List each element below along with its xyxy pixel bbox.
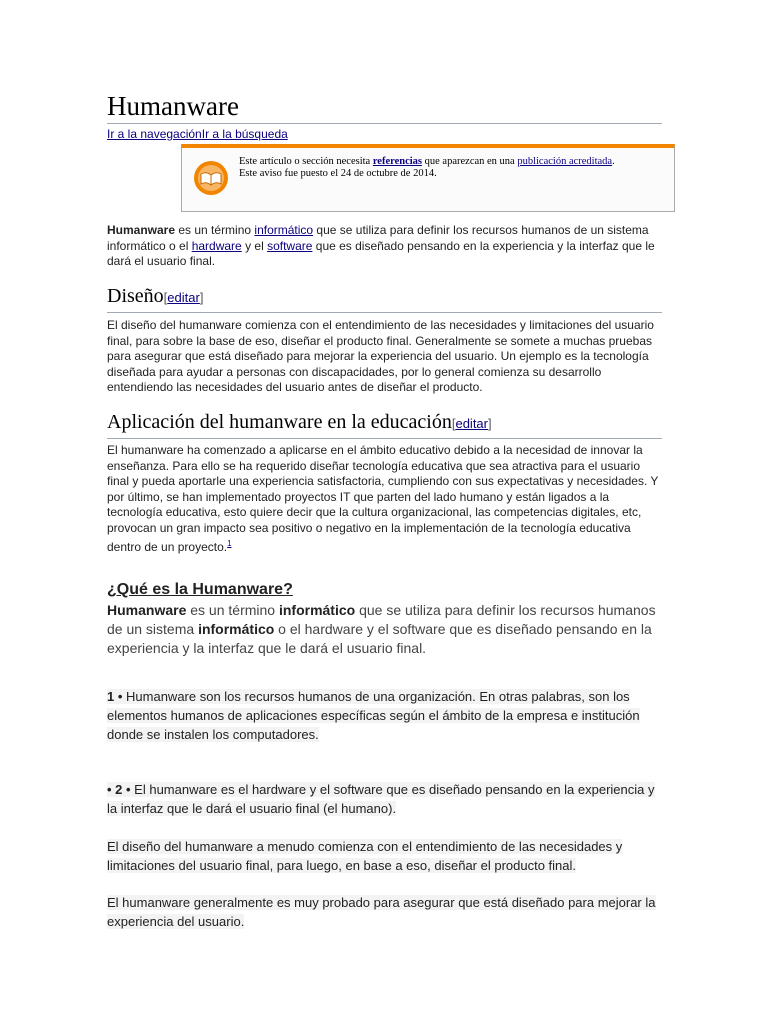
edit-bracket: [: [163, 290, 168, 305]
point-text: El humanware generalmente es muy probado para asegurar que está diseñado para mejorar la experiencia del usuario.: [107, 895, 656, 929]
edit-section-educacion: [452, 416, 492, 431]
intro-text: y el: [241, 238, 268, 253]
intro-text: que es diseñado pensando en la experiencia y la interfaz que le dará el usuario final.: [107, 238, 655, 268]
edit-bracket: [: [451, 416, 456, 431]
intro-text: es un término: [175, 223, 255, 237]
point-text: El diseño del humanware a menudo comienza con el entendimiento de las necesidades y limitaciones del usuario final, para luego, en base a eso, diseñar el producto final.: [107, 839, 623, 873]
publicacion-acreditada-link[interactable]: publicación acreditada: [517, 156, 613, 167]
intro-paragraph: [107, 223, 663, 270]
informatico-link[interactable]: informático: [254, 223, 314, 237]
diseno-paragraph: El diseño del humanware comienza con el entendimiento de las necesidades y limitaciones del usuario final, para sobre la base de eso, diseñar el producto final. Generalmente se somete a muchas pruebas para asegurar que está diseñado para mejorar la experiencia del usuario. Un ejemplo es la tecnología diseñada para ayudar a personas con discapacidades, por lo general comienza su desarrollo entendiendo las necesidades del usuario antes de diseñar el producto.: [107, 318, 654, 394]
edit-link[interactable]: editar: [455, 416, 488, 431]
notice-text-part: que aparezcan en una: [422, 156, 518, 167]
que-es-text: que se utiliza para definir los recursos humanos de un sistema: [107, 602, 656, 637]
que-es-text: o el hardware y el software que es diseñado pensando en la experiencia y la interfaz que le dará el usuario final.: [107, 621, 652, 656]
point-1-paragraph: [107, 687, 667, 744]
point-text: Humanware son los recursos humanos de una organización. En otras palabras, son los elementos humanos de aplicaciones específicas según el ámbito de la empresa e institución donde se instalen los computadores.: [107, 689, 640, 742]
section-heading-educacion: [107, 410, 662, 439]
references-notice-box: [181, 144, 675, 212]
point-number: 1 •: [107, 689, 123, 704]
referencias-link[interactable]: referencias: [372, 156, 423, 167]
section-heading-text: Diseño: [107, 285, 164, 307]
intro-bold-term: Humanware: [107, 223, 176, 237]
que-es-text: es un término: [186, 602, 279, 618]
point-3-paragraph: [107, 837, 667, 875]
notice-text: [239, 156, 659, 180]
page-title: Humanware: [107, 90, 662, 124]
que-es-heading: ¿Qué es la Humanware?: [107, 581, 293, 598]
bold-term: Humanware: [107, 602, 187, 618]
notice-text-part: .: [612, 156, 615, 167]
point-text: El humanware es el hardware y el software que es diseñado pensando en la experiencia y la interfaz que le dará el usuario final (el humano).: [107, 782, 655, 816]
section-heading-diseno: [107, 284, 662, 313]
software-link[interactable]: software: [267, 238, 313, 253]
point-2-paragraph: [107, 780, 667, 818]
jump-to-navigation-link[interactable]: Ir a la navegación: [107, 127, 202, 141]
bold-term: informático: [198, 621, 275, 637]
hardware-link[interactable]: hardware: [191, 238, 242, 253]
edit-bracket: ]: [199, 290, 204, 305]
edit-link[interactable]: editar: [167, 290, 200, 305]
edit-bracket: ]: [488, 416, 492, 431]
educacion-text: El humanware ha comenzado a aplicarse en el ámbito educativo debido a la necesidad de innovar la enseñanza. Para ello se ha requerido diseñar tecnología educativa que sea atractiva para el usuario final y pueda aportarle una experiencia satisfactoria, cumpliendo con sus expectativas y necesidades. Y por último, se han implementado proyectos IT que parten del lado humano y están ligados a la tecnología educativa, esto quiere decir que la cultura organizacional, las competencias digitales, etc, provocan un gran impacto sea positivo o negativo en la implementación de la tecnología educativa dentro de un proyecto.: [107, 443, 659, 554]
reference-1-link[interactable]: 1: [227, 539, 232, 548]
bold-term: informático: [278, 602, 356, 618]
notice-text-part: Este artículo o sección necesita: [239, 156, 373, 167]
book-icon: [193, 160, 229, 196]
que-es-paragraph: [107, 601, 663, 658]
jump-links: [107, 127, 288, 141]
jump-to-search-link[interactable]: Ir a la búsqueda: [201, 127, 288, 141]
point-number: • 2 •: [107, 782, 131, 797]
point-4-paragraph: [107, 893, 667, 931]
section-heading-text: Aplicación del humanware en la educación: [107, 411, 452, 433]
notice-date: Este aviso fue puesto el 24 de octubre de 2014.: [239, 168, 437, 179]
intro-text: que se utiliza para definir los recursos humanos de un sistema informático o el: [107, 223, 649, 253]
edit-section-diseno: [164, 290, 204, 305]
educacion-paragraph: [107, 443, 663, 556]
